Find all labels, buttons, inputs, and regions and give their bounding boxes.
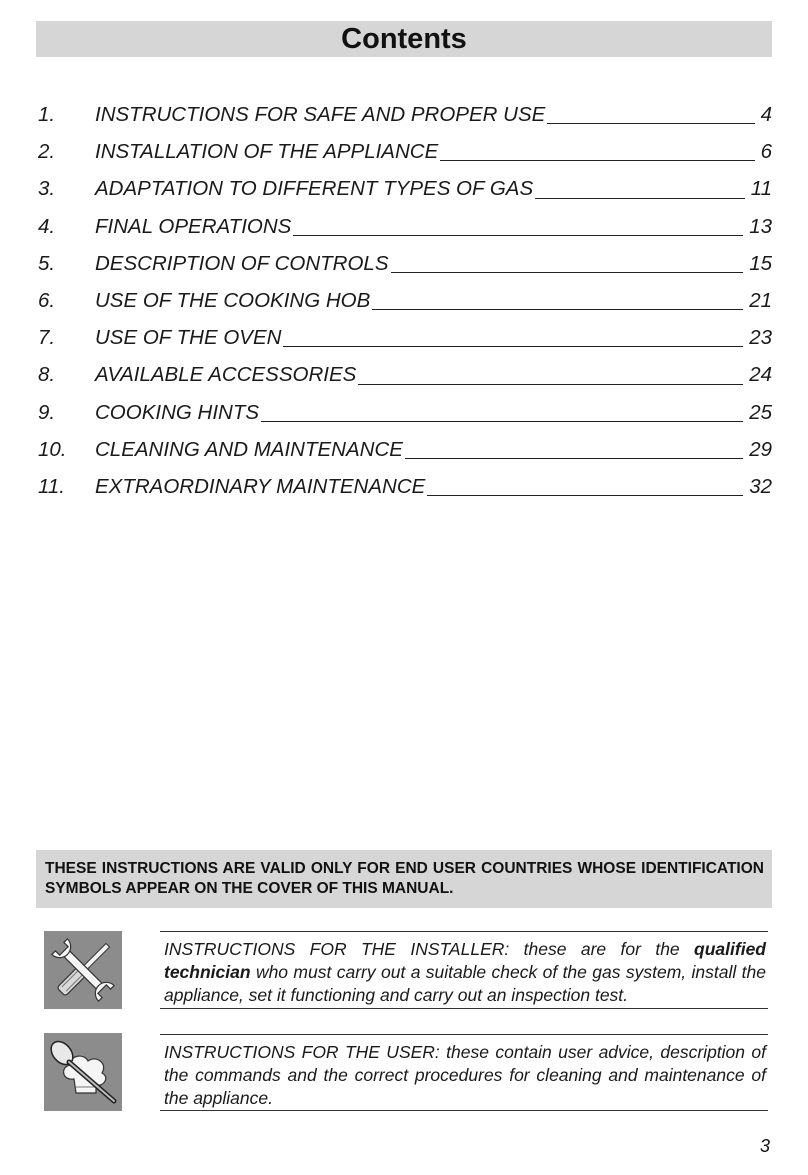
toc-item-page: 4: [760, 103, 772, 126]
toc-leader-line: [547, 96, 754, 133]
toc-item-page: 25: [749, 400, 772, 424]
toc-item-number: 5.: [38, 251, 56, 275]
toc-item-title: EXTRAORDINARY MAINTENANCE: [95, 474, 426, 498]
toc-item-page: 11: [750, 177, 772, 201]
toc-item-number: 4.: [38, 214, 56, 238]
toc-item-page: 21: [749, 288, 772, 312]
toc-item-number: 6.: [38, 288, 56, 312]
validity-notice: THESE INSTRUCTIONS ARE VALID ONLY FOR END USER COUNTRIES WHOSE IDENTIFICATION SYMBOLS APPEAR ON THE COVER OF THIS MANUAL.: [36, 850, 772, 908]
user-instructions: INSTRUCTIONS FOR THE USER: these contain user advice, description of the commands and the correct procedures for cleaning and maintenance of the appliance.: [160, 1034, 768, 1111]
toc-item-title: DESCRIPTION OF CONTROLS: [95, 251, 389, 275]
toc-item[interactable]: [38, 468, 772, 505]
toc-item-title: USE OF THE OVEN: [95, 326, 282, 350]
toc-item-page: 15: [749, 251, 772, 275]
toc-leader-line: [293, 208, 743, 245]
toc-item-number: 10.: [38, 437, 67, 461]
toc-item[interactable]: [38, 170, 772, 207]
toc-item[interactable]: [38, 96, 772, 133]
toc-item-page: 32: [749, 474, 772, 498]
page-title: Contents: [36, 21, 772, 57]
toc-item-number: 9.: [38, 400, 56, 424]
toc-item-number: 2.: [38, 140, 56, 164]
toc-item[interactable]: [38, 133, 772, 170]
table-of-contents: [38, 96, 772, 505]
toc-item[interactable]: [38, 431, 772, 468]
toc-item-page: 23: [749, 326, 772, 350]
toc-item[interactable]: [38, 394, 772, 431]
installer-text-end: who must carry out a suitable check of the gas system, install the appliance, set it functioning and carry out an inspection test.: [164, 962, 766, 1005]
toc-leader-line: [261, 394, 743, 431]
toc-item-number: 8.: [38, 363, 56, 387]
page-number: 3: [759, 1136, 770, 1156]
spoon-chef-hat-icon: [44, 1033, 122, 1111]
wrench-screwdriver-icon: [44, 931, 122, 1009]
toc-item-title: COOKING HINTS: [95, 400, 260, 424]
toc-item[interactable]: [38, 319, 772, 356]
toc-leader-line: [372, 282, 743, 319]
toc-item[interactable]: [38, 208, 772, 245]
installer-text-start: INSTRUCTIONS FOR THE INSTALLER: these are for the: [164, 939, 695, 959]
toc-item-page: 6: [760, 140, 772, 164]
toc-item-number: 1.: [38, 103, 56, 126]
toc-leader-line: [535, 170, 745, 207]
toc-item[interactable]: [38, 282, 772, 319]
toc-item-page: 29: [749, 437, 772, 461]
installer-text-bold: qualified technician: [164, 939, 766, 982]
installer-instructions: [160, 931, 768, 1009]
toc-leader-line: [358, 356, 743, 393]
toc-item[interactable]: [38, 356, 772, 393]
toc-item-title: USE OF THE COOKING HOB: [95, 288, 371, 312]
toc-leader-line: [283, 319, 743, 356]
toc-item-number: 7.: [38, 326, 56, 350]
toc-item-title: INSTALLATION OF THE APPLIANCE: [95, 140, 439, 164]
toc-item-number: 3.: [38, 177, 56, 201]
toc-leader-line: [427, 468, 743, 505]
toc-leader-line: [440, 133, 754, 170]
toc-item-page: 13: [749, 214, 772, 238]
toc-item-title: CLEANING AND MAINTENANCE: [95, 437, 403, 461]
toc-item-title: ADAPTATION TO DIFFERENT TYPES OF GAS: [95, 177, 534, 201]
toc-item-page: 24: [749, 363, 772, 387]
toc-item-number: 11.: [38, 474, 65, 498]
toc-item-title: AVAILABLE ACCESSORIES: [95, 363, 357, 387]
toc-item[interactable]: [38, 245, 772, 282]
toc-item-title: FINAL OPERATIONS: [95, 214, 292, 238]
toc-leader-line: [405, 431, 743, 468]
toc-leader-line: [391, 245, 744, 282]
toc-item-title: INSTRUCTIONS FOR SAFE AND PROPER USE: [95, 103, 546, 126]
